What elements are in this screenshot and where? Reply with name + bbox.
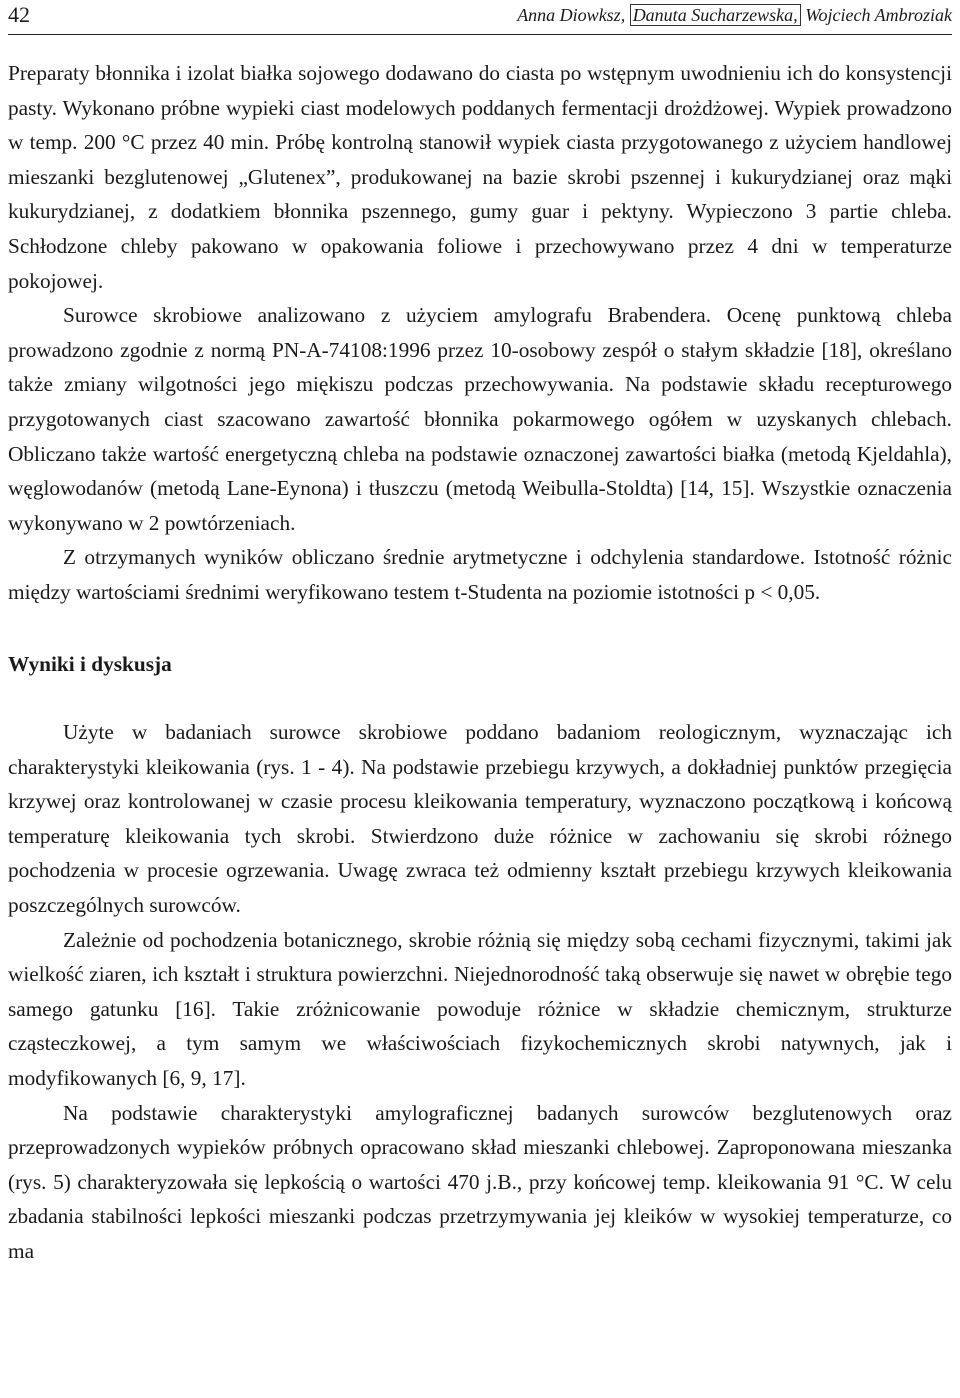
header-authors — [517, 5, 952, 26]
page-number: 42 — [8, 2, 30, 27]
running-header — [8, 0, 952, 35]
author-name-highlighted: Danuta Sucharzewska, — [630, 4, 801, 26]
paragraph: Z otrzymanych wyników obliczano średnie arytmetyczne i odchylenia standardowe. Istotność różnic między wartościami średnimi weryfikowano testem t-Studenta na poziomie istotności p < 0,05. — [8, 545, 952, 604]
paragraph: Surowce skrobiowe analizowano z użyciem amylografu Brabendera. Ocenę punktową chleba prowadzono zgodnie z normą PN-A-74108:1996 przez 10-osobowy zespół o stałym składzie [18], określano także zmiany wilgotności jego miękiszu podczas przechowywania. Na podstawie składu recepturowego przygotowanych ciast szacowano zawartość błonnika pokarmowego ogółem w uzyskanych chlebach. Obliczano także wartość energetyczną chleba na podstawie oznaczonej zawartości białka (metodą Kjeldahla), węglowodanów (metodą Lane-Eynona) i tłuszczu (metodą Weibulla-Stoldta) [14, 15]. Wszystkie oznaczenia wykonywano w 2 powtórzeniach. — [8, 303, 952, 535]
paragraph: Zależnie od pochodzenia botanicznego, skrobie różnią się między sobą cechami fizycznymi, takimi jak wielkość ziaren, ich kształt i struktura powierzchni. Niejednorodność taką obserwuje się nawet w obrębie tego samego gatunku [16]. Takie zróżnicowanie powoduje różnice w składzie chemicznym, strukturze cząsteczkowej, a tym samym we właściwościach fizykochemicznych skrobi natywnych, jak i modyfikowanych [6, 9, 17]. — [8, 927, 952, 1091]
author-name: Wojciech Ambroziak — [805, 5, 952, 25]
section-heading: Wyniki i dyskusja — [8, 651, 172, 676]
body-text — [8, 56, 952, 1269]
paragraph: Na podstawie charakterystyki amylograficznej badanych surowców bezglutenowych oraz przeprowadzonych wypieków próbnych opracowano skład mieszanki chlebowej. Zaproponowana mieszanka (rys. 5) charakteryzowała się lepkością o wartości 470 j.B., przy końcowej temp. kleikowania 91 °C. W celu zbadania stabilności lepkości mieszanki podczas przetrzymywania jej kleików w wysokiej temperaturze, co ma — [8, 1100, 952, 1263]
paragraph: Preparaty błonnika i izolat białka sojowego dodawano do ciasta po wstępnym uwodnieniu ich do konsystencji pasty. Wykonano próbne wypieki ciast modelowych poddanych fermentacji drożdżowej. Wypiek prowadzono w temp. 200 °C przez 40 min. Próbę kontrolną stanowił wypiek ciasta przygotowanego z użyciem handlowej mieszanki bezglutenowej „Glutenex”, produkowanej na bazie skrobi pszennej i kukurydzianej oraz mąki kukurydzianej, z dodatkiem błonnika pszennego, gumy guar i pektyny. Wypieczono 3 partie chleba. Schłodzone chleby pakowano w opakowania foliowe i przechowywano przez 4 dni w temperaturze pokojowej. — [8, 61, 952, 293]
paragraph: Użyte w badaniach surowce skrobiowe poddano badaniom reologicznym, wyznaczając ich charakterystyki kleikowania (rys. 1 - 4). Na podstawie przebiegu krzywych, a dokładniej punktów przegięcia krzywej oraz kontrolowanej w czasie procesu kleikowania temperatury, wyznaczono początkową i końcową temperaturę kleikowania tych skrobi. Stwierdzono duże różnice w zachowaniu się skrobi różnego pochodzenia w procesie ogrzewania. Uwagę zwraca też odmienny kształt przebiegu krzywych kleikowania poszczególnych surowców. — [8, 720, 952, 918]
author-name: Anna Diowksz, — [517, 5, 626, 25]
